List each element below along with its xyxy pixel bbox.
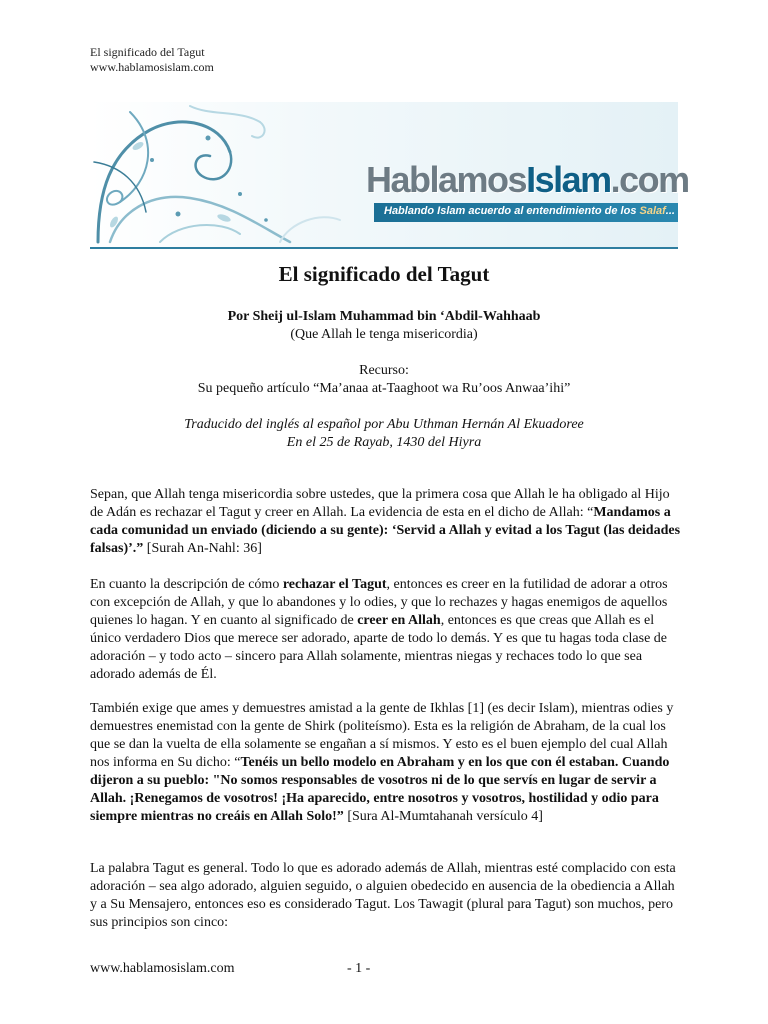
source-block	[0, 362, 768, 398]
page-header	[90, 45, 214, 75]
paragraph-1: Sepan, que Allah tenga misericordia sobre ustedes, que la primera cosa que Allah le ha obligado al Hijo de Adán es rechazar el Tagut y creer en Allah. La evidencia de esta en el dicho de Allah: “Mandamos a cada comunidad un enviado (diciendo a su gente): ‘Servid a Allah y evitad a los Tagut (las deidades falsas)’.” [Surah An-Nahl: 36]	[90, 487, 681, 556]
site-tagline: Hablando Islam acuerdo al entendimiento de los Salaf...	[384, 205, 675, 217]
author-blessing: (Que Allah le tenga misericordia)	[290, 327, 478, 342]
logo-com: .com	[610, 159, 689, 200]
paragraph-2: En cuanto la descripción de cómo rechazar el Tagut, entonces es creer en la futilidad de adorar a otros con excepción de Allah, y que lo abandones y lo odies, y que lo rechazes y hagas enemigos de aquellos quienes lo hagan. Y en cuanto al significado de creer en Allah, entonces es que creas que Allah es el único verdadero Dios que merece ser adorado, aparte de todo lo demás. Y es que tu hagas toda clase de adoración – y todo acto – sincero para Allah solamente, mientras niegas y rechaces todo lo que sea adorado además de Él.	[90, 577, 668, 682]
translation-date: En el 25 de Rayab, 1430 del Hiyra	[286, 435, 482, 450]
document-title: El significado del Tagut	[278, 262, 490, 286]
header-site-url: www.hablamosislam.com	[90, 60, 214, 74]
emphasis-rechazar-tagut: rechazar el Tagut	[282, 577, 387, 592]
tagline-bar	[374, 203, 678, 222]
source-text: Su pequeño artículo “Ma’anaa at-Taaghoot wa Ru’oos Anwaa’ihi”	[197, 381, 571, 396]
paragraph-3: También exige que ames y demuestres amistad a la gente de Ikhlas [1] (es decir Islam), mientras odies y demuestres enemistad con la gente de Shirk (politeísmo). Esta es la religión de Abraham, de la cual los que se dan la vuelta de ella solamente se engañan a sí mismos. Y esto es el buen ejemplo del cual Allah nos informa en Su dicho: “Tenéis un bello modelo en Abraham y en los que con él estaban. Cuando dijeron a su pueblo: "No somos responsables de vosotros ni de lo que servís en lugar de servir a Allah. ¡Renegamos de vosotros! ¡Ha aparecido, entre nosotros y vosotros, hostilidad y odio para siempre mientras no creáis en Allah Solo!” [Sura Al-Mumtahanah versículo 4]	[90, 701, 674, 824]
source-label: Recurso:	[359, 363, 409, 378]
logo-hablamos: Hablamos	[366, 159, 527, 200]
quran-quote-mumtahanah: Tenéis un bello modelo en Abraham y en los que con él estaban. Cuando dijeron a su pueblo: "No somos responsables de vosotros ni de lo que servís en lugar de servir a Allah. ¡Renegamos de vosotros! ¡Ha aparecido, entre nosotros y vosotros, hostilidad y odio para siempre mientras no creáis en Allah Solo!”	[90, 755, 670, 824]
logo-islam: Islam	[526, 159, 611, 200]
author-block	[0, 308, 768, 344]
tagline-salaf: Salaf	[639, 205, 666, 217]
emphasis-creer-allah: creer en Allah	[357, 613, 441, 628]
paragraph-4: La palabra Tagut es general. Todo lo que es adorado además de Allah, mientras esté complacido con esta adoración – sea algo adorado, alguien seguido, o alguien obedecido en ausencia de la obediencia a Allah y a Su Mensajero, entonces eso es considerado Tagut. Los Tawagit (plural para Tagut) son muchos, pero sus principios son cinco:	[90, 861, 676, 930]
footer-site-url: www.hablamosislam.com	[90, 961, 235, 976]
translation-block	[0, 416, 768, 452]
header-doc-title: El significado del Tagut	[90, 45, 205, 59]
translator-line: Traducido del inglés al español por Abu Uthman Hernán Al Ekuadoree	[184, 417, 584, 432]
author-name: Por Sheij ul-Islam Muhammad bin ‘Abdil-Wahhaab	[227, 309, 541, 324]
quran-quote-an-nahl: Mandamos a cada comunidad un enviado (diciendo a su gente): ‘Servid a Allah y evitad a los Tagut (las deidades falsas)’.”	[90, 505, 681, 556]
site-banner	[90, 102, 689, 249]
site-logo	[366, 159, 689, 200]
page-number: - 1 -	[347, 961, 371, 976]
